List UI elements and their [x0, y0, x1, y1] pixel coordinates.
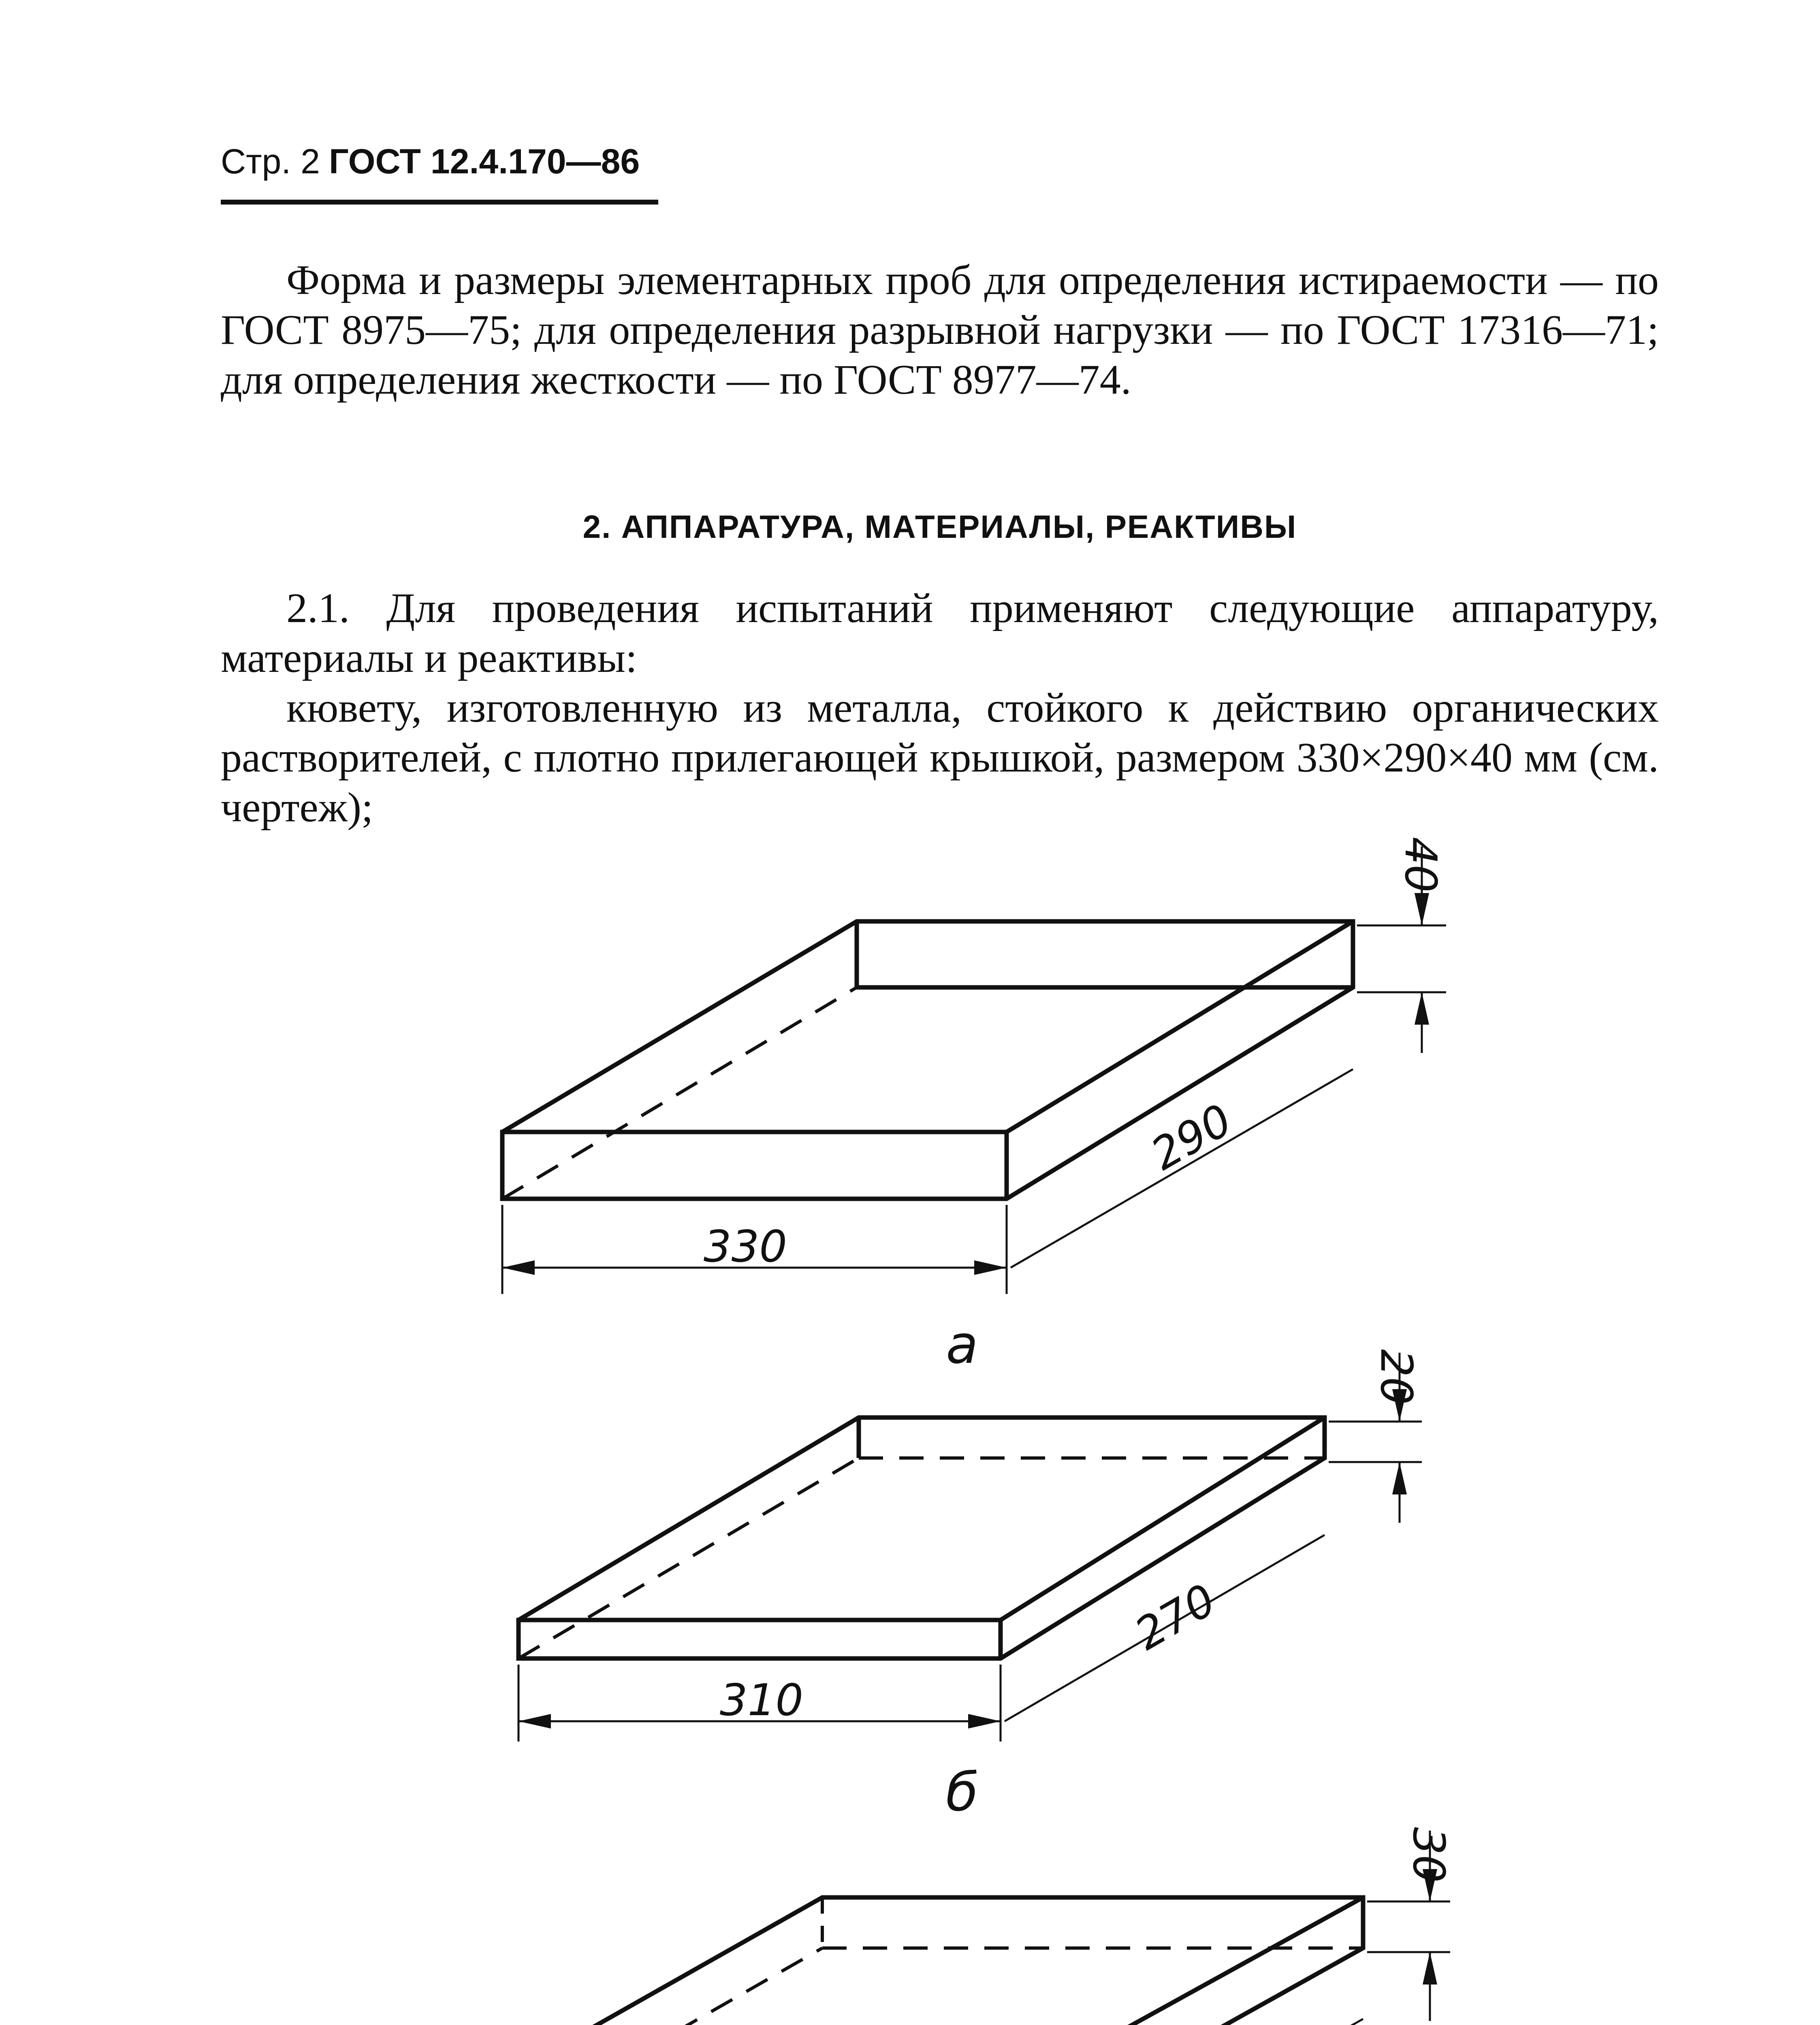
standard-designation: ГОСТ 12.4.170—86 [329, 142, 640, 181]
figure-c-height: 30 [1403, 1827, 1454, 1883]
dimension-arrows [500, 893, 1437, 2025]
figure-a-height: 40 [1395, 837, 1446, 893]
figure-a-label: а [946, 1314, 978, 1375]
figure-b-label: б [945, 1761, 979, 1823]
figure-b-frame [518, 1353, 1422, 1742]
figure-b-height: 20 [1371, 1349, 1421, 1405]
figure-a-depth: 290 [1143, 1094, 1241, 1181]
figure-b-depth: 270 [1127, 1574, 1225, 1660]
clause-2-1-text: 2.1. Для проведения испытаний применяют следующие аппаратуру, материалы и реактивы: [221, 585, 1659, 681]
intro-text: Форма и размеры элементарных проб для определения истираемости — по ГОСТ 8975—75; для определения разрывной нагрузки — по ГОСТ 17316—71; для определения жесткости — по ГОСТ 8977—74. [221, 257, 1659, 403]
figure-b-width: 310 [719, 1675, 804, 1726]
page-number: Стр. 2 [221, 142, 320, 181]
figure-a-width: 330 [703, 1221, 787, 1272]
section-title: 2. АППАРАТУРА, МАТЕРИАЛЫ, РЕАКТИВЫ [582, 509, 1297, 545]
figure-a-tray [502, 846, 1446, 1294]
figure-c-lid [500, 1831, 1450, 2025]
cuvette-item-text: кювету, изготовленную из металла, стойкого к действию органических растворителей, с плотно прилегающей крышкой, размером 330×290×40 мм (см. чертеж); [221, 684, 1659, 831]
